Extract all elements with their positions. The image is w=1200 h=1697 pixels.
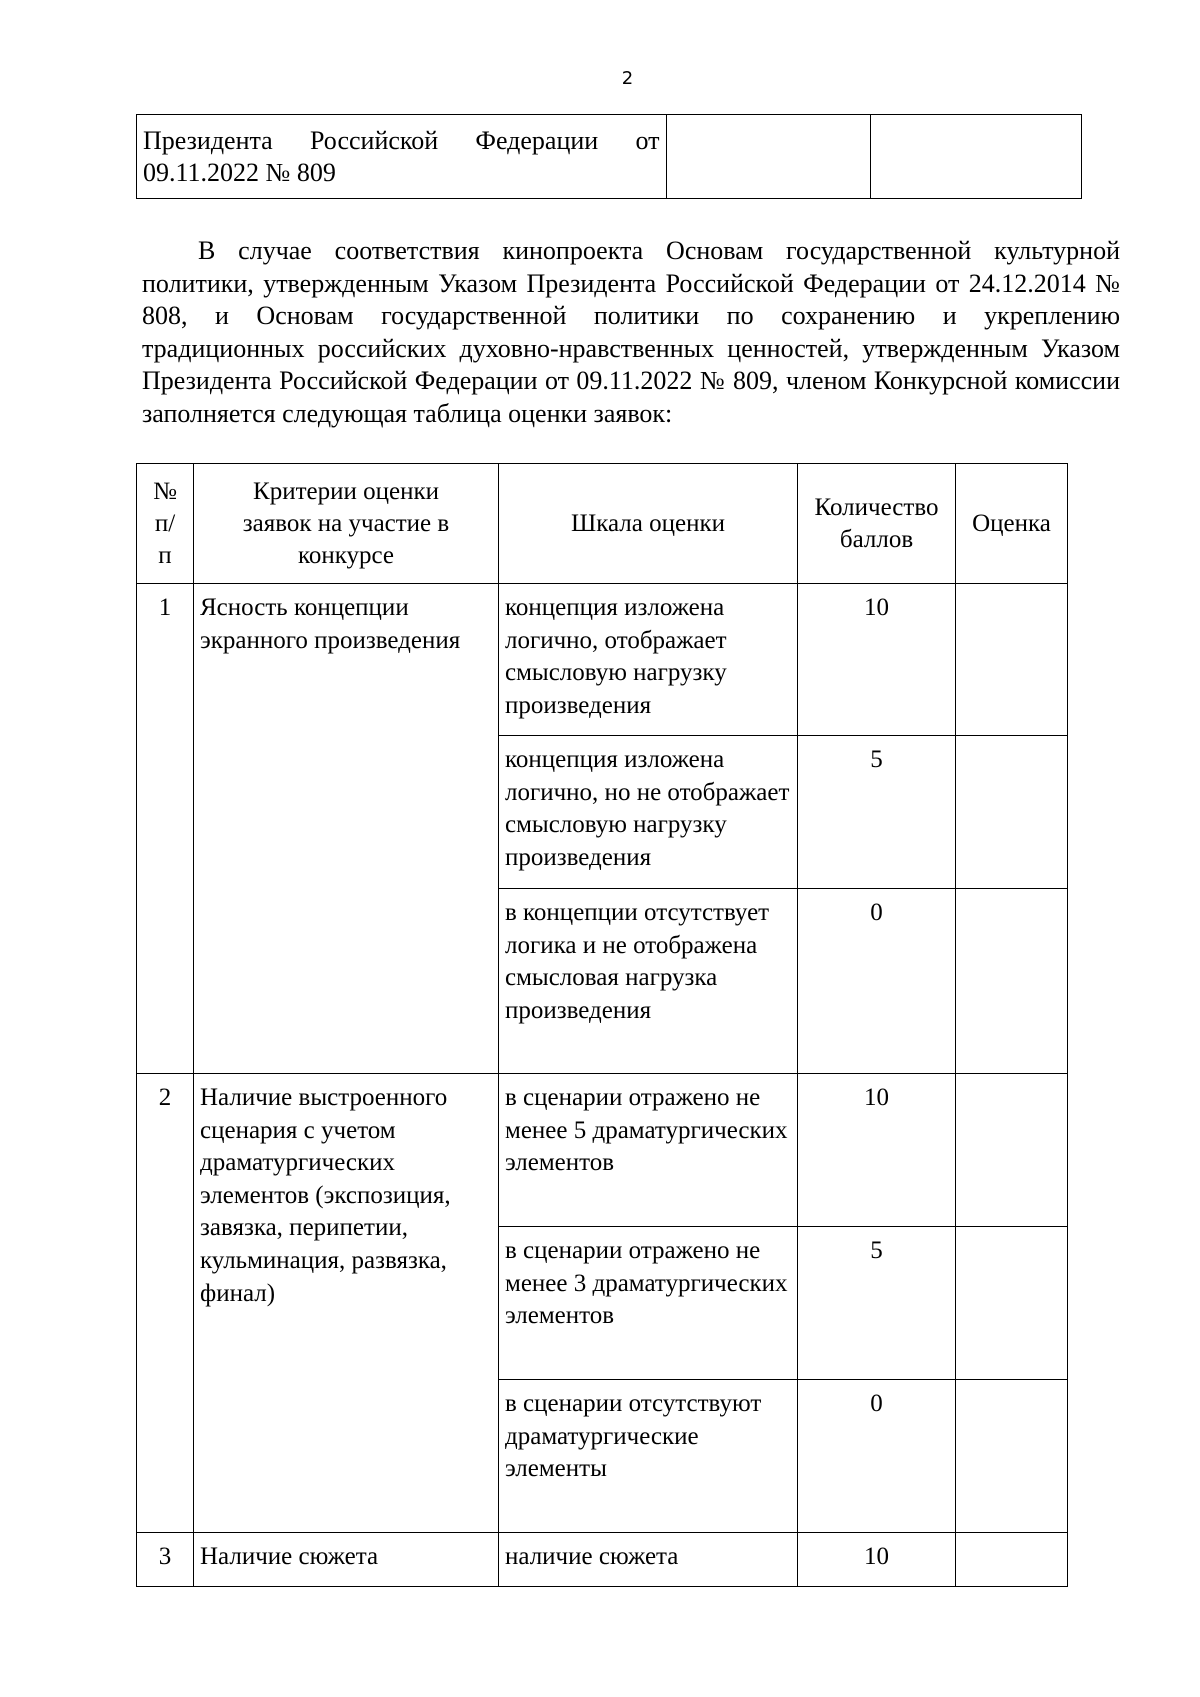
- score-cell: [956, 889, 1068, 1074]
- row-number: 1: [137, 584, 194, 1074]
- header-num: № п/п: [137, 464, 194, 584]
- table-row: [137, 584, 1068, 736]
- scale-cell: наличие сюжета: [499, 1533, 798, 1587]
- points-cell: 0: [798, 889, 956, 1074]
- page-number: 2: [621, 68, 634, 89]
- body-paragraph: В случае соответствия кинопроекта Основам государственной культурной политики, утвержденным Указом Президента Российской Федерации от 24.12.2014 № 808, и Основам государственной политики по сохранению и укреплению традиционных российских духовно-нравственных ценностей, утвержденным Указом Президента Российской Федерации от 09.11.2022 № 809, членом Конкурсной комиссии заполняется следующая таблица оценки заявок:: [142, 236, 1120, 428]
- points-cell: 5: [798, 736, 956, 889]
- criterion-cell: Ясность концепции экранного произведения: [194, 584, 499, 1074]
- score-cell: [956, 1074, 1068, 1227]
- table-cell: [666, 115, 871, 199]
- scale-cell: в сценарии отражено не менее 5 драматургических элементов: [499, 1074, 798, 1227]
- score-cell: [956, 584, 1068, 736]
- criterion-cell: Наличие выстроенного сценария с учетом драматургических элементов (экспозиция, завязка, перипетии, кульминация, развязка, финал): [194, 1074, 499, 1533]
- header-points: Количество баллов: [798, 464, 956, 584]
- scale-cell: в сценарии отражено не менее 3 драматургических элементов: [499, 1227, 798, 1380]
- table-row: [137, 1074, 1068, 1227]
- scale-cell: концепция изложена логично, но не отображает смысловую нагрузку произведения: [499, 736, 798, 889]
- table-cell: Президента Российской Федерации от 09.11.2022 № 809: [137, 115, 667, 199]
- score-cell: [956, 736, 1068, 889]
- table-row: [137, 1533, 1068, 1587]
- header-criteria: Критерии оценки заявок на участие в конкурсе: [194, 464, 499, 584]
- criterion-cell: Наличие сюжета: [194, 1533, 499, 1587]
- points-cell: 10: [798, 1533, 956, 1587]
- header-scale: Шкала оценки: [499, 464, 798, 584]
- table-cell: [871, 115, 1082, 199]
- row-number: 3: [137, 1533, 194, 1587]
- score-cell: [956, 1533, 1068, 1587]
- scale-cell: в концепции отсутствует логика и не отображена смысловая нагрузка произведения: [499, 889, 798, 1074]
- points-cell: 5: [798, 1227, 956, 1380]
- scale-cell: в сценарии отсутствуют драматургические элементы: [499, 1380, 798, 1533]
- row-number: 2: [137, 1074, 194, 1533]
- evaluation-table: [136, 463, 1068, 1587]
- score-cell: [956, 1227, 1068, 1380]
- scale-cell: концепция изложена логично, отображает смысловую нагрузку произведения: [499, 584, 798, 736]
- points-cell: 10: [798, 584, 956, 736]
- header-score: Оценка: [956, 464, 1068, 584]
- table-header-row: [137, 464, 1068, 584]
- points-cell: 0: [798, 1380, 956, 1533]
- continuation-table: [136, 114, 1082, 199]
- score-cell: [956, 1380, 1068, 1533]
- points-cell: 10: [798, 1074, 956, 1227]
- table-row: [137, 115, 1082, 199]
